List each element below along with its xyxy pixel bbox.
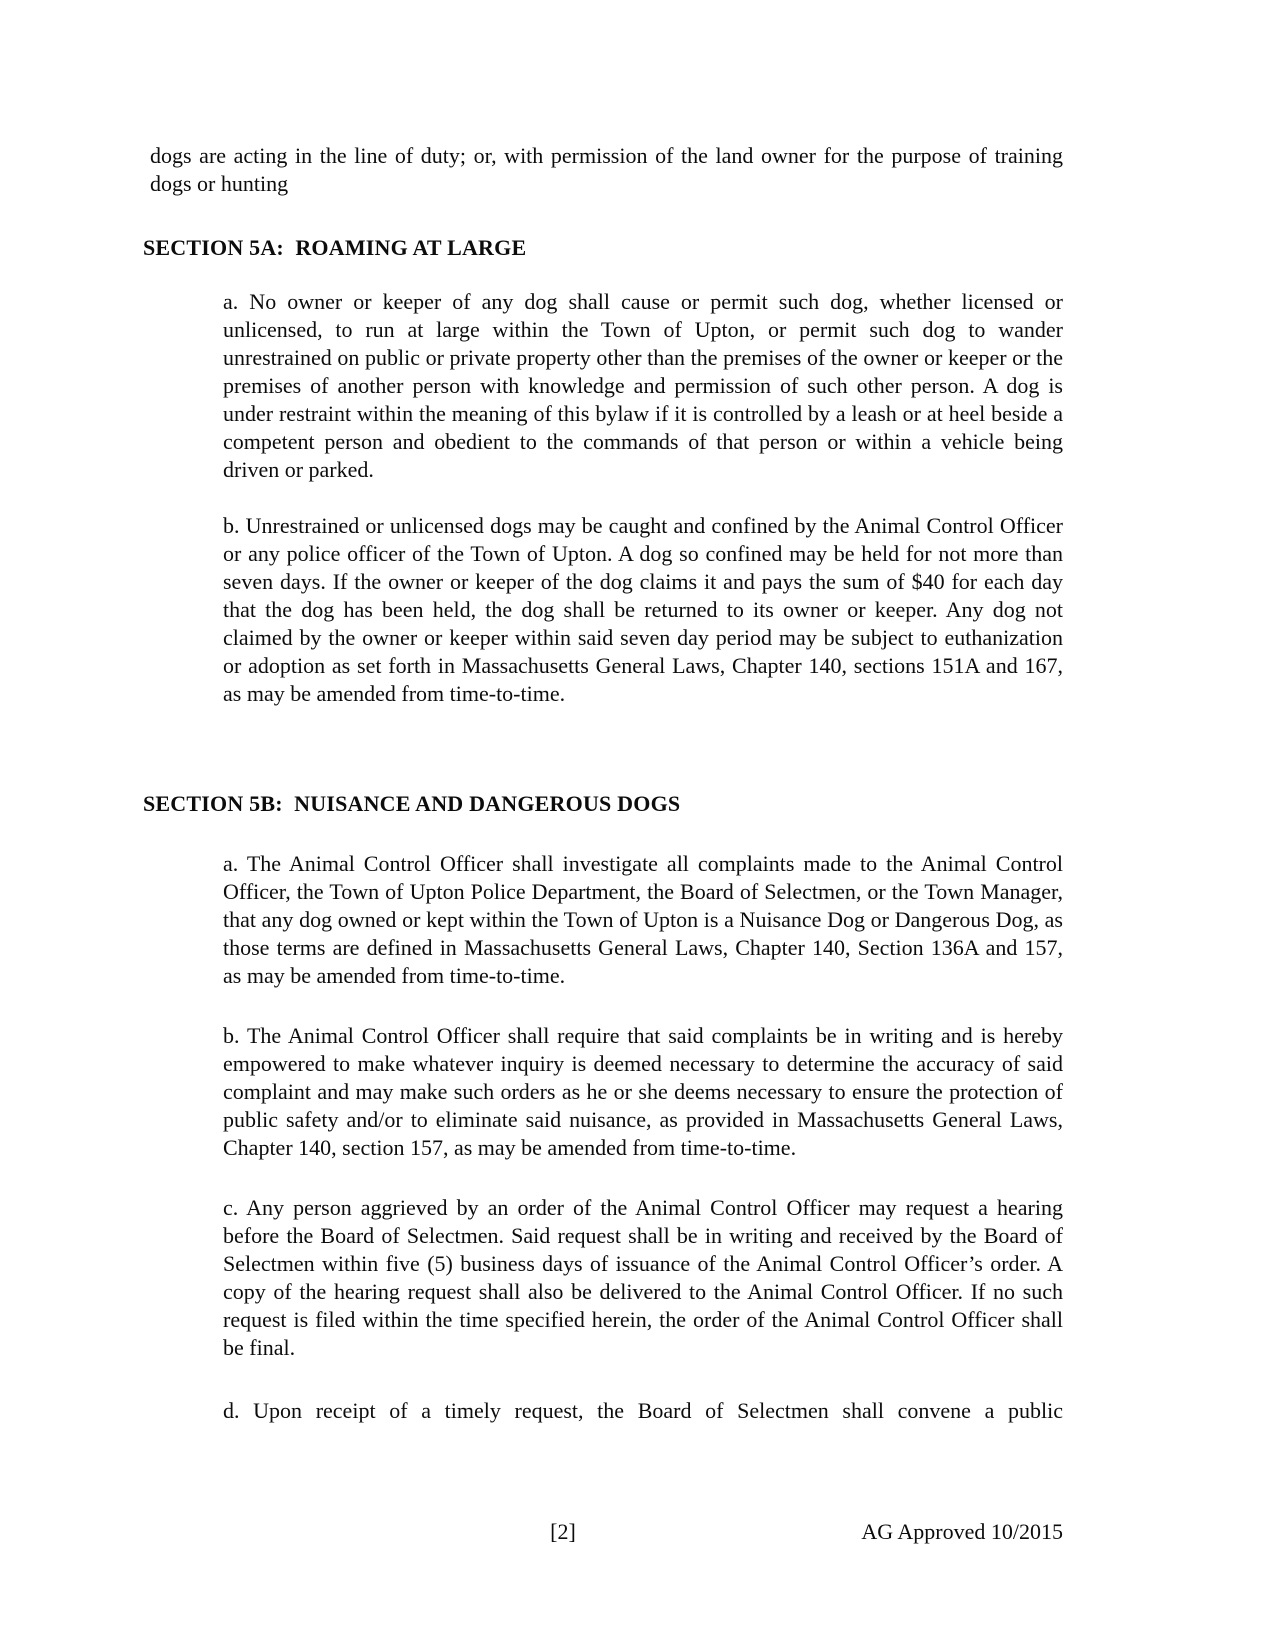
section-5b-paragraph-b: b. The Animal Control Officer shall require that said complaints be in writing and is hereby empowered to make whatever inquiry is deemed necessary to determine the accuracy of said complaint and may make such orders as he or she deems necessary to ensure the protection of public safety and/or to eliminate said nuisance, as provided in Massachusetts General Laws, Chapter 140, section 157, as may be amended from time-to-time.	[223, 1023, 1063, 1160]
approval-note: AG Approved 10/2015	[861, 1519, 1063, 1544]
section-heading-5b: SECTION 5B: NUISANCE AND DANGEROUS DOGS	[143, 791, 681, 816]
intro-paragraph: dogs are acting in the line of duty; or, with permission of the land owner for the purpose of training dogs or hunting	[150, 143, 1063, 196]
section-5a-paragraph-b: b. Unrestrained or unlicensed dogs may be caught and confined by the Animal Control Officer or any police officer of the Town of Upton. A dog so confined may be held for not more than seven days. If the owner or keeper of the dog claims it and pays the sum of $40 for each day that the dog has been held, the dog shall be returned to its owner or keeper. Any dog not claimed by the owner or keeper within said seven day period may be subject to euthanization or adoption as set forth in Massachusetts General Laws, Chapter 140, sections 151A and 167, as may be amended from time-to-time.	[223, 513, 1063, 706]
section-5a-paragraph-a: a. No owner or keeper of any dog shall cause or permit such dog, whether licensed or unlicensed, to run at large within the Town of Upton, or permit such dog to wander unrestrained on public or private property other than the premises of the owner or keeper or the premises of another person with knowledge and permission of such other person. A dog is under restraint within the meaning of this bylaw if it is controlled by a leash or at heel beside a competent person and obedient to the commands of that person or within a vehicle being driven or parked.	[223, 289, 1063, 482]
document-body	[143, 0, 1063, 1425]
section-5b-paragraph-a: a. The Animal Control Officer shall investigate all complaints made to the Animal Control Officer, the Town of Upton Police Department, the Board of Selectmen, or the Town Manager, that any dog owned or kept within the Town of Upton is a Nuisance Dog or Dangerous Dog, as those terms are defined in Massachusetts General Laws, Chapter 140, Section 136A and 157, as may be amended from time-to-time.	[223, 851, 1063, 988]
section-heading-5a: SECTION 5A: ROAMING AT LARGE	[143, 235, 527, 260]
page-number: [2]	[550, 1519, 576, 1544]
page-footer	[143, 1518, 1063, 1546]
section-5b-paragraph-c: c. Any person aggrieved by an order of the Animal Control Officer may request a hearing before the Board of Selectmen. Said request shall be in writing and received by the Board of Selectmen within five (5) business days of issuance of the Animal Control Officer’s order. A copy of the hearing request shall also be delivered to the Animal Control Officer. If no such request is filed within the time specified herein, the order of the Animal Control Officer shall be final.	[223, 1195, 1063, 1360]
section-5b-paragraph-d: d. Upon receipt of a timely request, the Board of Selectmen shall convene a public	[223, 1398, 1063, 1423]
